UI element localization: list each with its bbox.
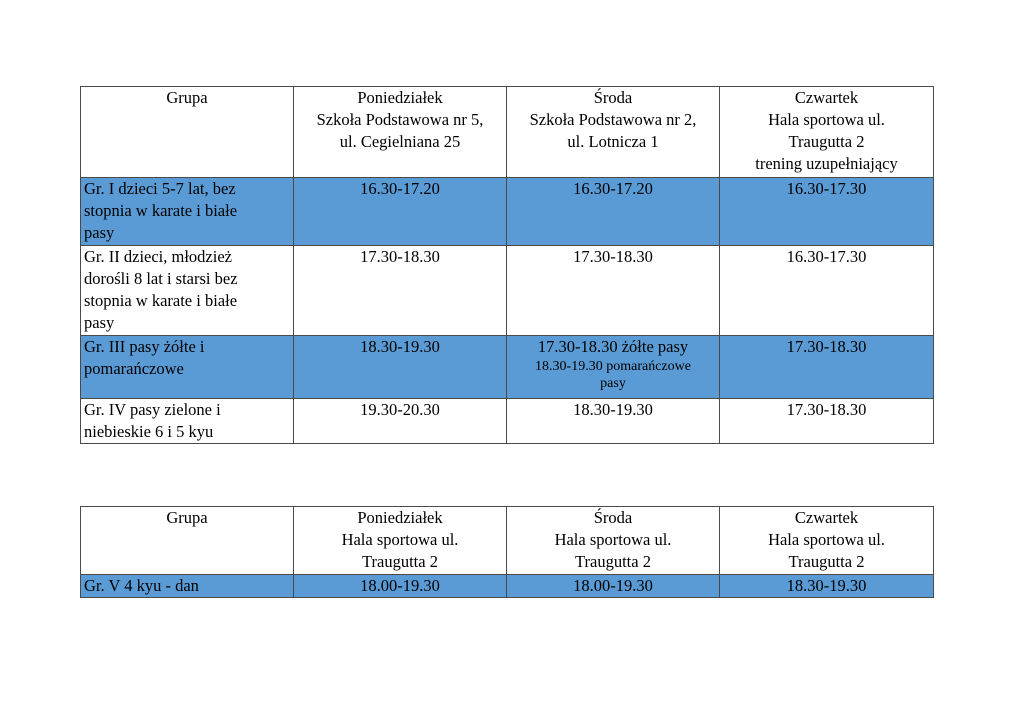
header-venue: Hala sportowa ul. [341,530,459,549]
header-day-label: Poniedziałek [357,88,443,107]
table-row [81,178,934,246]
header-address: ul. Cegielniana 25 [339,132,461,151]
time-cell-thursday: 18.30-19.30 [720,575,934,598]
header-group-label: Grupa [166,508,208,527]
time-cell-monday: 16.30-17.20 [294,178,507,246]
header-monday [294,507,507,575]
time-cell-wednesday: 16.30-17.20 [507,178,720,246]
header-day-label: Środa [593,88,633,107]
group-line: Gr. III pasy żółte i [84,337,205,356]
time-line-small: 18.30-19.30 pomarańczowe [535,359,691,374]
table-row [81,399,934,444]
group-cell [81,399,294,444]
table-row [81,336,934,399]
header-note: trening uzupełniający [755,154,898,173]
table-row [81,246,934,336]
time-cell-monday: 18.00-19.30 [294,575,507,598]
time-cell-monday: 19.30-20.30 [294,399,507,444]
header-group [81,507,294,575]
group-line: pomarańczowe [84,359,184,378]
table-row [81,575,934,598]
header-address: Traugutta 2 [788,552,865,571]
schedule-table-1 [80,86,934,444]
time-line-small: pasy [600,376,626,391]
group-line: pasy [84,313,115,332]
header-day-label: Poniedziałek [357,508,443,527]
header-day-label: Czwartek [794,88,859,107]
header-address: Traugutta 2 [362,552,438,571]
time-cell-wednesday: 17.30-18.30 [507,246,720,336]
time-cell-monday: 17.30-18.30 [294,246,507,336]
group-cell [81,336,294,399]
group-line: Gr. I dzieci 5-7 lat, bez [84,179,236,198]
group-line: niebieskie 6 i 5 kyu [84,422,214,441]
group-cell [81,246,294,336]
header-group-label: Grupa [166,88,208,107]
header-venue: Szkoła Podstawowa nr 5, [316,110,484,129]
time-cell-thursday: 16.30-17.30 [720,246,934,336]
table-header-row [81,507,934,575]
header-day-label: Czwartek [794,508,859,527]
time-cell-monday: 18.30-19.30 [294,336,507,399]
header-monday [294,87,507,178]
header-address: ul. Lotnicza 1 [567,132,659,151]
header-address: Traugutta 2 [575,552,651,571]
group-line: Gr. II dzieci, młodzież [84,247,232,266]
header-address: Traugutta 2 [788,132,865,151]
time-cell-thursday: 17.30-18.30 [720,336,934,399]
time-cell-wednesday: 18.00-19.30 [507,575,720,598]
time-cell-thursday: 17.30-18.30 [720,399,934,444]
time-cell-wednesday: 18.30-19.30 [507,399,720,444]
header-thursday [720,87,934,178]
schedule-table-2 [80,506,934,598]
header-day-label: Środa [593,508,633,527]
header-venue: Hala sportowa ul. [768,530,885,549]
group-line: dorośli 8 lat i starsi bez [84,269,238,288]
header-venue: Hala sportowa ul. [554,530,672,549]
group-line: stopnia w karate i białe [84,201,238,220]
time-cell-thursday: 16.30-17.30 [720,178,934,246]
header-wednesday [507,507,720,575]
group-line: pasy [84,223,115,242]
group-line: Gr. IV pasy zielone i [84,400,221,419]
table-header-row [81,87,934,178]
header-thursday [720,507,934,575]
group-cell: Gr. V 4 kyu - dan [81,575,294,598]
time-line: 17.30-18.30 żółte pasy [537,337,689,356]
header-group [81,87,294,178]
group-cell [81,178,294,246]
time-cell-wednesday [507,336,720,399]
group-line: stopnia w karate i białe [84,291,238,310]
header-venue: Hala sportowa ul. [768,110,885,129]
header-venue: Szkoła Podstawowa nr 2, [529,110,697,129]
header-wednesday [507,87,720,178]
